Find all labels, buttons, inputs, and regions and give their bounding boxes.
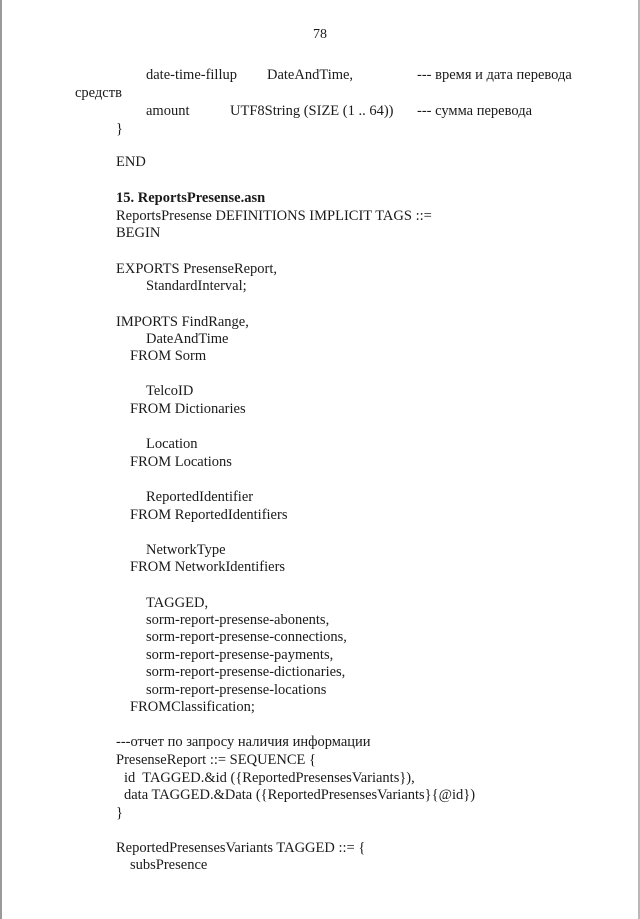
field-amount: amount xyxy=(146,103,190,119)
section-heading: 15. ReportsPresense.asn xyxy=(116,190,266,206)
variants-line: ReportedPresensesVariants TAGGED ::= { xyxy=(116,840,366,856)
page-edge-left xyxy=(0,0,2,919)
from-reported-identifiers: FROM ReportedIdentifiers xyxy=(130,507,288,523)
page-number: 78 xyxy=(313,27,327,42)
comment-amount: --- сумма перевода xyxy=(417,103,533,119)
close-brace-sequence: } xyxy=(116,805,123,821)
import-sorm-connections: sorm-report-presense-connections, xyxy=(146,629,347,645)
imports-line: IMPORTS FindRange, xyxy=(116,314,249,330)
import-dateandtime: DateAndTime xyxy=(146,331,229,347)
data-line: data TAGGED.&Data ({ReportedPresensesVariants}{@id}) xyxy=(124,787,476,803)
import-sorm-dictionaries: sorm-report-presense-dictionaries, xyxy=(146,664,346,680)
import-telcoid: TelcoID xyxy=(146,383,194,399)
exports-line: EXPORTS PresenseReport, xyxy=(116,261,278,277)
from-network-identifiers: FROM NetworkIdentifiers xyxy=(130,559,286,575)
import-sorm-locations: sorm-report-presense-locations xyxy=(146,682,327,698)
from-dictionaries: FROM Dictionaries xyxy=(130,401,246,417)
from-locations: FROM Locations xyxy=(130,454,232,470)
begin-keyword: BEGIN xyxy=(116,225,161,241)
import-sorm-abonents: sorm-report-presense-abonents, xyxy=(146,612,330,628)
from-classification: FROMClassification; xyxy=(130,699,255,715)
type-utf8string: UTF8String (SIZE (1 .. 64)) xyxy=(230,103,394,119)
from-sorm: FROM Sorm xyxy=(130,348,207,364)
import-sorm-payments: sorm-report-presense-payments, xyxy=(146,647,334,663)
exports-continuation: StandardInterval; xyxy=(146,278,247,294)
subs-presence: subsPresence xyxy=(130,857,208,873)
close-brace-top: } xyxy=(116,121,123,137)
comment-date-time: --- время и дата перевода xyxy=(417,67,572,83)
presense-report-line: PresenseReport ::= SEQUENCE { xyxy=(116,752,316,768)
type-dateandtime: DateAndTime, xyxy=(267,67,354,83)
import-location: Location xyxy=(146,436,198,452)
id-line: id TAGGED.&id ({ReportedPresensesVariants}), xyxy=(124,770,415,786)
import-network-type: NetworkType xyxy=(146,542,226,558)
comment-query: ---отчет по запросу наличия информации xyxy=(116,734,371,750)
comment-wrap: средств xyxy=(75,85,122,101)
end-keyword: END xyxy=(116,154,146,170)
definitions-line: ReportsPresense DEFINITIONS IMPLICIT TAGS ::= xyxy=(116,208,432,224)
import-tagged: TAGGED, xyxy=(146,595,209,611)
import-reported-identifier: ReportedIdentifier xyxy=(146,489,254,505)
field-date-time-fillup: date-time-fillup xyxy=(146,67,237,83)
